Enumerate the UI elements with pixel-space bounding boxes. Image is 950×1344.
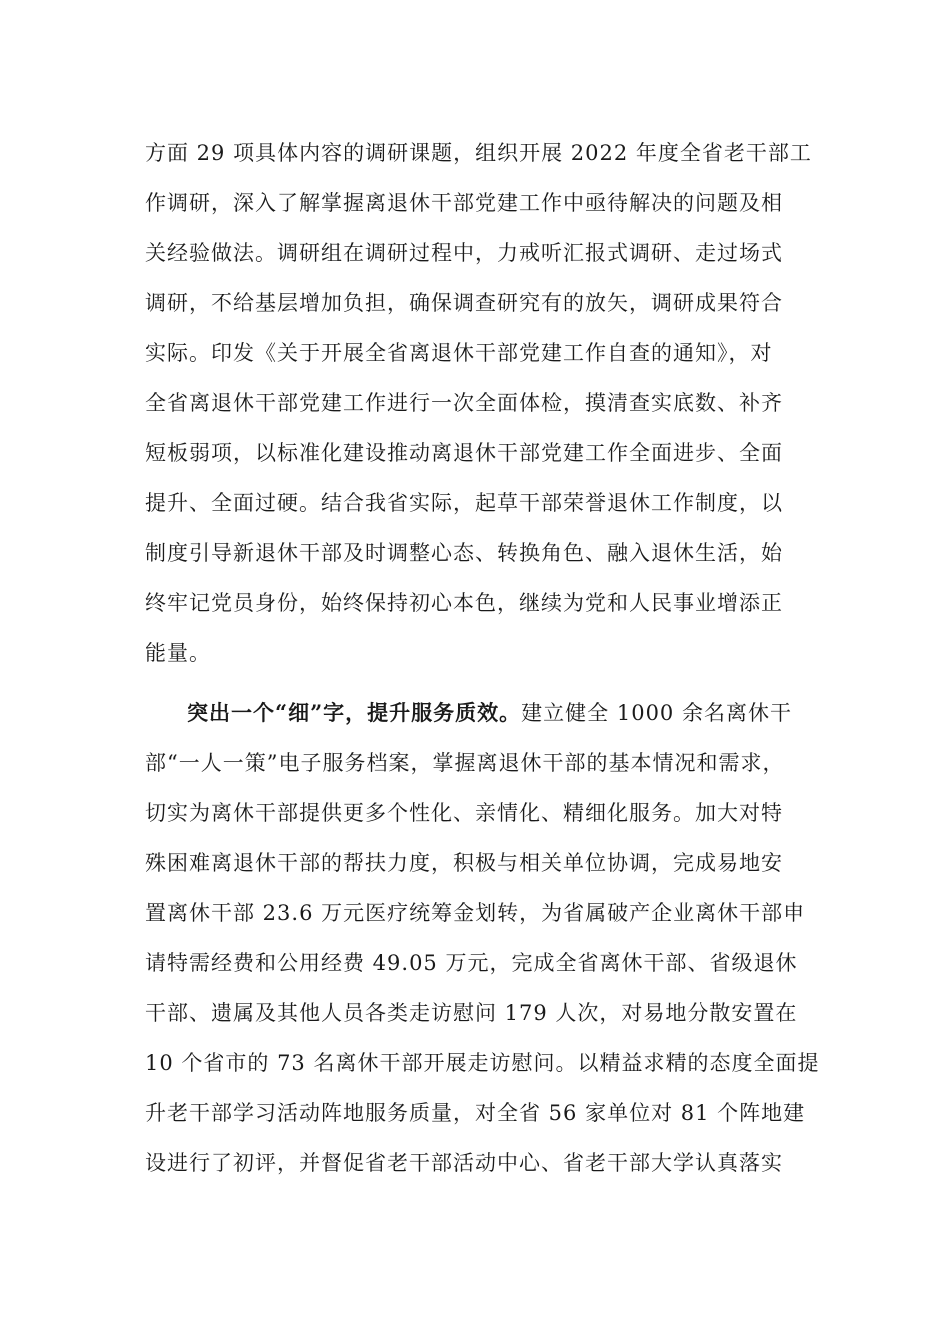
text-line: 关经验做法。调研组在调研过程中，力戒听汇报式调研、走过场式 — [145, 241, 783, 265]
text-line: 切实为离休干部提供更多个性化、亲情化、精细化服务。加大对特 — [145, 801, 783, 825]
text-line: 制度引导新退休干部及时调整心态、转换角色、融入退休生活，始 — [145, 541, 783, 565]
text-line: 短板弱项，以标准化建设推动离退休干部党建工作全面进步、全面 — [145, 441, 783, 465]
paragraph-research — [145, 128, 812, 678]
text-line: 设进行了初评，并督促省老干部活动中心、省老干部大学认真落实 — [145, 1151, 783, 1175]
text-line: 升老干部学习活动阵地服务质量，对全省 56 家单位对 81 个阵地建 — [145, 1101, 806, 1125]
text-line: 能量。 — [145, 641, 211, 665]
text-line: 调研，不给基层增加负担，确保调查研究有的放矢，调研成果符合 — [145, 291, 783, 315]
text-line: 请特需经费和公用经费 49.05 万元，完成全省离休干部、省级退休 — [145, 951, 798, 975]
text-line: 干部、遗属及其他人员各类走访慰问 179 人次，对易地分散安置在 — [145, 1001, 798, 1025]
text-line: 实际。印发《关于开展全省离退休干部党建工作自查的通知》，对 — [145, 341, 773, 365]
text-line-first — [145, 688, 805, 738]
text-line: 提升、全面过硬。结合我省实际，起草干部荣誉退休工作制度，以 — [145, 491, 783, 515]
text-line: 部“一人一策”电子服务档案，掌握离退休干部的基本情况和需求， — [145, 751, 785, 775]
heading-continuation: 建立健全 1000 余名离休干 — [521, 701, 792, 725]
paragraph-service — [145, 688, 820, 1188]
text-line: 作调研，深入了解掌握离退休干部党建工作中亟待解决的问题及相 — [145, 191, 783, 215]
text-line: 殊困难离退休干部的帮扶力度，积极与相关单位协调，完成易地安 — [145, 851, 783, 875]
text-line: 10 个省市的 73 名离休干部开展走访慰问。以精益求精的态度全面提 — [145, 1051, 820, 1075]
text-line: 全省离退休干部党建工作进行一次全面体检，摸清查实底数、补齐 — [145, 391, 783, 415]
text-line: 终牢记党员身份，始终保持初心本色，继续为党和人民事业增添正 — [145, 591, 783, 615]
text-line: 置离休干部 23.6 万元医疗统筹金划转，为省属破产企业离休干部申 — [145, 901, 806, 925]
paragraph-heading: 突出一个“细”字，提升服务质效。 — [187, 700, 522, 725]
text-line: 方面 29 项具体内容的调研课题，组织开展 2022 年度全省老干部工 — [145, 141, 812, 165]
